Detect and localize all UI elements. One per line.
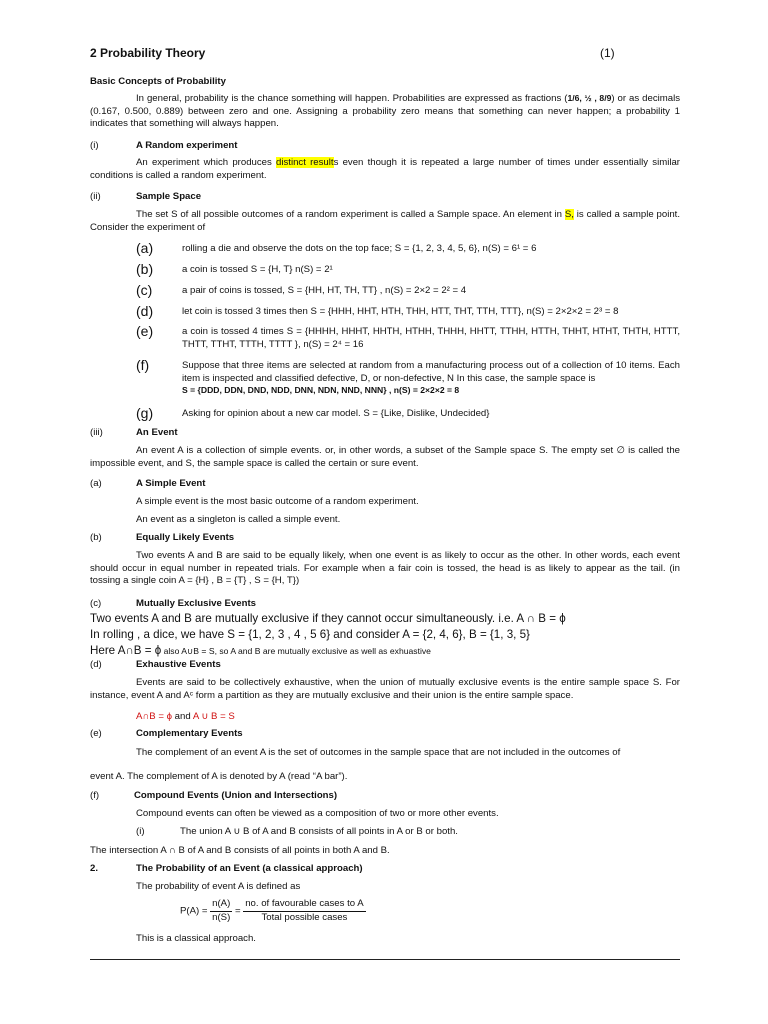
event-heading: (iii) An Event bbox=[90, 427, 178, 438]
sample-space-heading: (ii) Sample Space bbox=[90, 191, 202, 202]
compound-heading: (f) Compound Events (Union and Intersections) bbox=[90, 790, 338, 801]
exhaustive-paragraph: Events are said to be collectively exhaustive, when the union of mutually exclusive events is the entire sample space S. For instance, event A and Aᶜ form a partition as they are mutually exclusive and their union is the entire sample space. bbox=[90, 677, 680, 701]
complementary-heading: (e) Complementary Events bbox=[90, 728, 243, 739]
page-number: (1) bbox=[600, 46, 615, 60]
compound-union: (i) The union A ∪ B of A and B consists of all points in A or B or both. bbox=[136, 826, 458, 837]
simple-event-heading: (a) A Simple Event bbox=[90, 478, 206, 489]
highlight-s: S, bbox=[564, 209, 574, 220]
fraction-counts: $\frac{n(A)}{n(S)}$ bbox=[212, 898, 231, 923]
basic-concepts-paragraph: In general, probability is the chance something will happen. Probabilities are expressed as fractions (1/6, ½ , 8/9) or as decimals (0.167, 0.500, 0.889) between zero and one. Assigning a probability zero means that something can never happen; a probability 1 indicates that something will always happen. bbox=[90, 93, 681, 130]
simple-event-line-2: An event as a singleton is called a simple event. bbox=[136, 514, 341, 525]
compound-intersection: The intersection A ∩ B of A and B consists of all points in both A and B. bbox=[90, 845, 390, 856]
random-experiment-paragraph: An experiment which produces distinct results even though it is repeated a large number of times under essentially similar conditions is called a random experiment. bbox=[90, 157, 680, 181]
probability-heading: 2. The Probability of an Event (a classical approach) bbox=[90, 863, 363, 874]
probability-formula: P(A) = $\frac{n(A)}{n(S)}$ = $\frac{\text{no. of favourable cases to A}}{\text{Total possible cases}}$ bbox=[180, 898, 364, 923]
mutually-exclusive-line-3: Here A∩B = ϕ also A∪B = S, so A and B are mutually exclusive as well as exhuastive bbox=[90, 644, 431, 657]
highlight-distinct-result: distinct result bbox=[276, 157, 334, 168]
basic-concepts-title: Basic Concepts of Probability bbox=[90, 76, 226, 87]
fraction-cases: $\frac{\text{no. of favourable cases to A}}{\text{Total possible cases}}$ bbox=[245, 898, 364, 923]
exhaustive-formula: A∩B = ϕ and A ∪ B = S bbox=[136, 711, 235, 722]
equally-likely-paragraph: Two events A and B are said to be equally likely, when one event is as likely to occur as the other. In other words, each event should occur in equal number in repeated trials. For example when a fair coin is tossed, the head is as likely to appear as the tail. (in tossing a single coin A = {H} , B = {T} , S = {H, T}) bbox=[90, 550, 680, 587]
simple-event-line-1: A simple event is the most basic outcome of a random experiment. bbox=[136, 496, 419, 507]
footer-divider bbox=[90, 959, 680, 960]
probability-line-1: The probability of event A is defined as bbox=[136, 881, 301, 892]
event-paragraph: An event A is a collection of simple events. or, in other words, a subset of the Sample space S. The empty set ∅ is called the impossible event, and S, the sample space is called the certain or sure event. bbox=[90, 445, 680, 469]
mutually-exclusive-line-1: Two events A and B are mutually exclusive if they cannot occur simultaneously. i.e. A ∩ B = ϕ bbox=[90, 612, 566, 625]
probability-line-2: This is a classical approach. bbox=[136, 933, 256, 944]
compound-line-1: Compound events can often be viewed as a composition of two or more other events. bbox=[136, 808, 499, 819]
mutually-exclusive-line-2: In rolling , a dice, we have S = {1, 2, 3 , 4 , 5 6} and consider A = {2, 4, 6}, B = {1, 3, 5} bbox=[90, 628, 530, 641]
page-header bbox=[90, 46, 680, 62]
equally-likely-heading: (b) Equally Likely Events bbox=[90, 532, 235, 543]
complementary-line-2: event A. The complement of A is denoted by A (read “A bar”). bbox=[90, 771, 348, 782]
header-title: 2 Probability Theory bbox=[90, 46, 206, 60]
complementary-line-1: The complement of an event A is the set of outcomes in the sample space that are not included in the outcomes of bbox=[136, 747, 621, 758]
random-experiment-heading: (i) A Random experiment bbox=[90, 140, 238, 151]
sample-space-paragraph: The set S of all possible outcomes of a random experiment is called a Sample space. An element in S, is called a sample point. Consider the experiment of bbox=[90, 209, 681, 233]
mutually-exclusive-heading: (c) Mutually Exclusive Events bbox=[90, 598, 256, 609]
exhaustive-heading: (d) Exhaustive Events bbox=[90, 659, 221, 670]
